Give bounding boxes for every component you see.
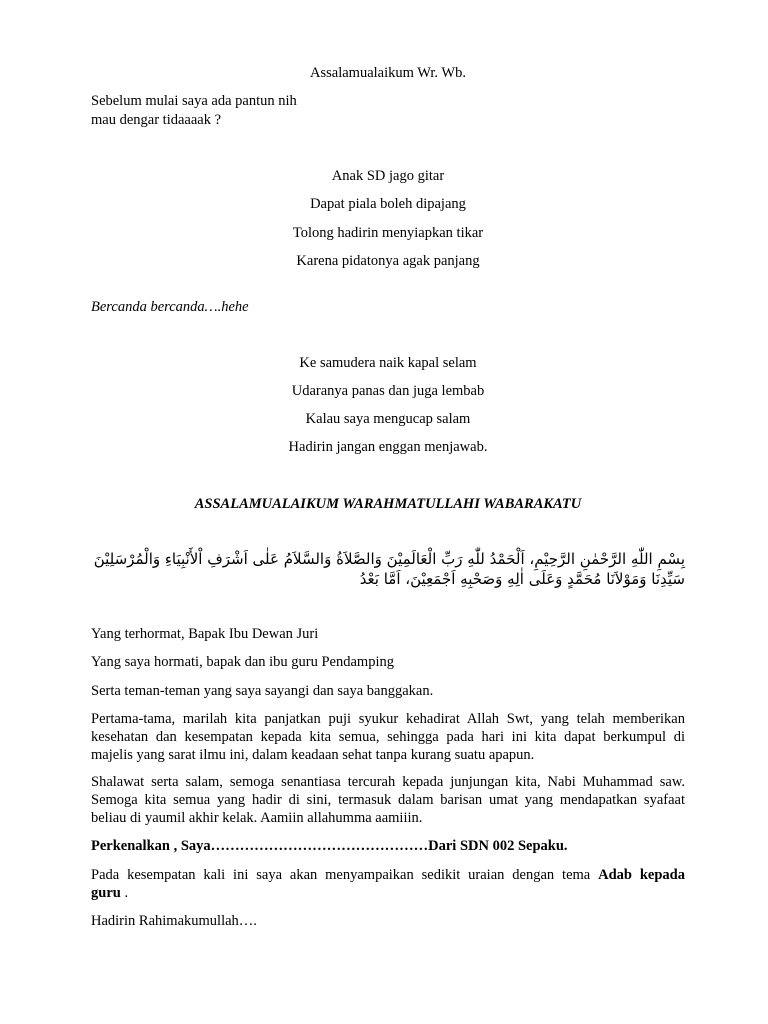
- pantun1-line-2: Dapat piala boleh dipajang: [310, 196, 466, 212]
- closing-line: Hadirin Rahimakumullah….: [91, 913, 257, 929]
- topic-title-part-2: guru: [91, 885, 121, 901]
- paragraph-shalawat-line-2: Semoga kita semua yang hadir di sini, termasuk dalam barisan umat yang mendapatkan syafaat: [91, 792, 685, 808]
- joke-line: Bercanda bercanda….hehe: [91, 299, 249, 315]
- address-line-3: Serta teman-teman yang saya sayangi dan saya banggakan.: [91, 683, 434, 699]
- intro-line-2: mau dengar tidaaaak ?: [91, 112, 222, 128]
- topic-title-part-1: Adab kepada: [598, 867, 685, 883]
- paragraph-gratitude-line-1: Pertama-tama, marilah kita panjatkan puji syukur kehadirat Allah Swt, yang telah memberikan: [91, 711, 685, 727]
- address-line-1: Yang terhormat, Bapak Ibu Dewan Juri: [91, 626, 319, 642]
- paragraph-topic-line-2: [91, 884, 685, 902]
- topic-text: Pada kesempatan kali ini saya akan menyampaikan sedikit uraian dengan tema: [91, 867, 599, 883]
- paragraph-gratitude-line-3: majelis yang sarat ilmu ini, dalam keadaan sehat tanpa kurang suatu apapun.: [91, 747, 535, 763]
- paragraph-shalawat-line-3: beliau di yaumil akhir kelak. Aamiin allahumma aamiiin.: [91, 810, 423, 826]
- arabic-opening-line-2: سَيِّدِنَا وَمَوْلاَنَا مُحَمَّدٍ وَعَلَى اٰلِهِ وَصَحْبِهِ اَجْمَعِيْنَ، اَمَّا بَعْدُ: [359, 570, 685, 588]
- paragraph-gratitude-line-2: kesehatan dan kesempatan kepada kita semua, sehingga pada hari ini kita dapat berkumpul di: [91, 729, 685, 745]
- pantun2-line-1: Ke samudera naik kapal selam: [299, 355, 477, 371]
- pantun1-line-1: Anak SD jago gitar: [331, 168, 445, 184]
- salam-heading: ASSALAMUALAIKUM WARAHMATULLAHI WABARAKATU: [194, 496, 582, 512]
- pantun2-line-4: Hadirin jangan enggan menjawab.: [288, 439, 488, 455]
- pantun1-line-3: Tolong hadirin menyiapkan tikar: [292, 225, 484, 241]
- paragraph-gratitude: [91, 710, 685, 764]
- greeting-top: Assalamualaikum Wr. Wb.: [310, 65, 466, 81]
- arabic-opening-line-1: بِسْمِ اللّٰهِ الرَّحْمٰنِ الرَّحِيْمِ، اَلْحَمْدُ للّٰهِ رَبِّ الْعَالَمِيْنَ وَالصَّلاَةُ وَالسَّلاَمُ عَلٰى اَشْرَفِ اْلأَنْبِيَاءِ وَالْمُرْسَلِيْنَ: [93, 550, 685, 568]
- pantun2-line-2: Udaranya panas dan juga lembab: [291, 383, 485, 399]
- introduction-line: Perkenalkan , Saya………………………………………Dari SDN 002 Sepaku.: [91, 838, 568, 854]
- pantun1-line-4: Karena pidatonya agak panjang: [296, 253, 480, 269]
- intro-line-1: Sebelum mulai saya ada pantun nih: [91, 93, 297, 109]
- paragraph-shalawat: [91, 773, 685, 827]
- topic-end: .: [120, 885, 129, 901]
- paragraph-topic: [91, 866, 685, 902]
- pantun2-line-3: Kalau saya mengucap salam: [305, 411, 471, 427]
- document-page: [91, 0, 685, 1024]
- paragraph-shalawat-line-1: Shalawat serta salam, semoga senantiasa tercurah kepada junjungan kita, Nabi Muhammad saw.: [91, 774, 685, 790]
- paragraph-topic-line-1: [91, 866, 685, 884]
- address-line-2: Yang saya hormati, bapak dan ibu guru Pendamping: [91, 654, 394, 670]
